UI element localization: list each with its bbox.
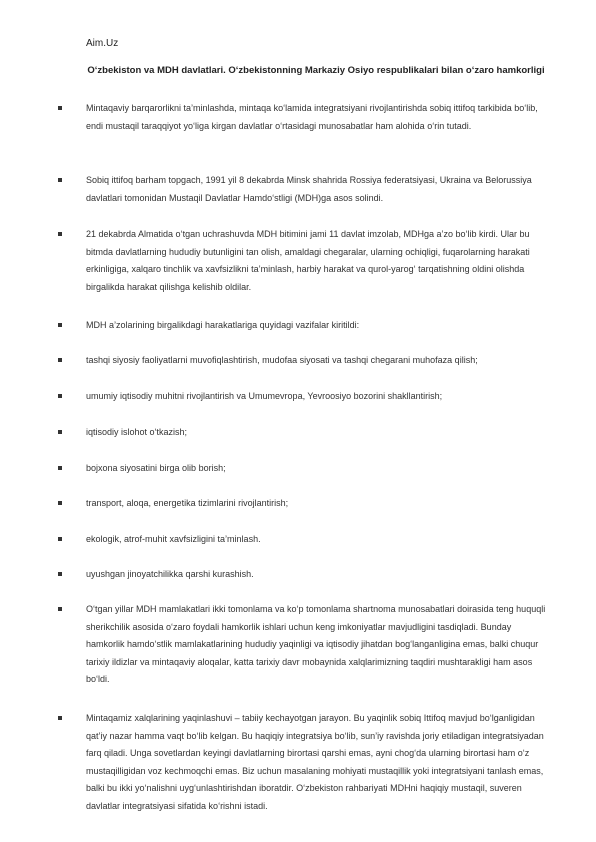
- list-item-text: iqtisodiy islohot o‘tkazish;: [86, 427, 188, 437]
- bullet-icon: [58, 323, 62, 327]
- bullet-icon: [58, 178, 62, 182]
- list-item-text: bojxona siyosatini birga olib borish;: [86, 463, 226, 473]
- list-item-text: transport, aloqa, energetika tizimlarini rivojlantirish;: [86, 498, 289, 508]
- bullet-icon: [58, 358, 62, 362]
- site-name: Aim.Uz: [86, 38, 119, 49]
- bullet-icon: [58, 501, 62, 505]
- list-item-text: MDH a’zolarining birgalikdagi harakatlariga quyidagi vazifalar kiritildi:: [86, 320, 360, 330]
- list-item-text: tashqi siyosiy faoliyatlarni muvofiqlashtirish, mudofaa siyosati va tashqi chegarani muhofaza qilish;: [86, 355, 478, 365]
- list-item-text: 21 dekabrda Almatida o‘tgan uchrashuvda MDH bitimini jami 11 davlat imzolab, MDHga a’zo bo‘lib kirdi. Ular bu bitmda davlatlarning hududiy butunligini tan olish, amaldagi chegaralar, ularning ochiqligi, fuqarolarning harakati erkinligiga, xalqaro tinchlik va xavfsizlikni ta’minlash, harbiy harakat va qurol-yarog‘ tarqatishning oldini olishda birgalikda harakat qilishga kelishib oldilar.: [86, 229, 530, 292]
- bullet-icon: [58, 466, 62, 470]
- document-title: O‘zbekiston va MDH davlatlari. O‘zbekistonning Markaziy Osiyo respublikalari bilan o‘zaro hamkorligi: [87, 65, 545, 76]
- bullet-icon: [58, 394, 62, 398]
- list-item-text: Mintaqaviy barqarorlikni ta’minlashda, mintaqa ko‘lamida integratsiyani rivojlantirishda sobiq ittifoq tarkibida bo‘lib, endi mustaqil taraqqiyot yo‘liga kirgan davlatlar o‘rtasidagi munosabatlar ham alohida o‘rin tutadi.: [86, 103, 538, 131]
- list-item-text: umumiy iqtisodiy muhitni rivojlantirish va Umumevropa, Yevroosiyo bozorini shakllantirish;: [86, 391, 443, 401]
- bullet-icon: [58, 106, 62, 110]
- bullet-icon: [58, 232, 62, 236]
- list-item-text: Sobiq ittifoq barham topgach, 1991 yil 8 dekabrda Minsk shahrida Rossiya federatsiyasi, Ukraina va Belorussiya davlatlari tomonidan Mustaqil Davlatlar Hamdo‘stligi (MDH)ga asos solindi.: [86, 175, 532, 203]
- bullet-icon: [58, 537, 62, 541]
- list-item-text: ekologik, atrof-muhit xavfsizligini ta’minlash.: [86, 534, 261, 544]
- bullet-icon: [58, 607, 62, 611]
- bullet-icon: [58, 716, 62, 720]
- list-item-text: O‘tgan yillar MDH mamlakatlari ikki tomonlama va ko‘p tomonlama shartnoma munosabatlari doirasida teng huquqli sherikchilik asosida o‘zaro foydali hamkorlik ishlari uchun keng imkoniyatlar mavjudligini tasdiqladi. Bunday hamkorlik hamdo‘stlik mamlakatlarining hududiy yaqinligi va iqtisodiy jihatdan bog‘langanligina emas, balki chuqur tarixiy ildizlar va mintaqaviy aloqalar, katta tarixiy davr mobaynida xalqlarimizning taqdiri mushtarakligi ham asos bo‘ldi.: [86, 604, 546, 685]
- list-item-text: Mintaqamiz xalqlarining yaqinlashuvi – tabiiy kechayotgan jarayon. Bu yaqinlik sobiq Ittifoq mavjud bo‘lganligidan qat’iy nazar hamma vaqt bo‘lib kelgan. Bu haqiqiy integratsiya bo‘lib, sun’iy ravishda joriy etiladigan integratsiyadan farq qiladi. Unga sovetlardan keyingi davlatlarning birortasi qarshi emas, ayni chog‘da ularning birortasi ham o‘z mustaqilligidan voz kechmoqchi emas. Biz uchun masalaning mohiyati mustaqillik yoki integratsiyani tanlash emas, balki bu ikki yo‘nalishni uyg‘unlashtirishdan iboratdir. O‘zbekiston rahbariyati MDHni haqiqiy mustaqil, suveren davlatlar integratsiyasi sifatida ko‘rishni istadi.: [86, 713, 544, 811]
- bullet-icon: [58, 572, 62, 576]
- bullet-icon: [58, 430, 62, 434]
- list-item-text: uyushgan jinoyatchilikka qarshi kurashish.: [86, 569, 254, 579]
